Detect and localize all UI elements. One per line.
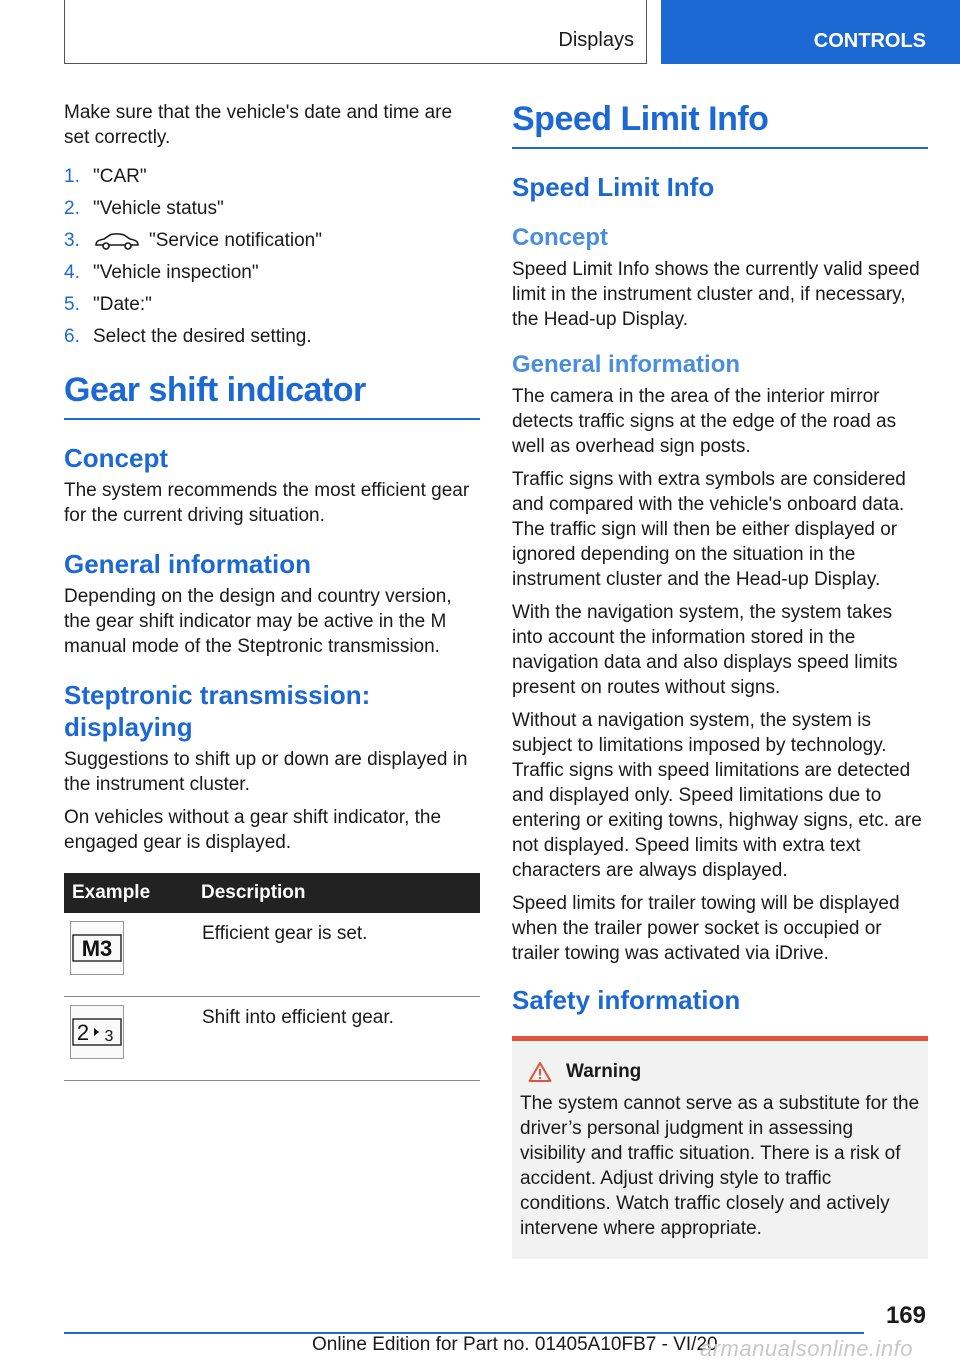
general-info-text: Depending on the design and country version, the gear shift indicator may be active in the M manual mode of the Steptronic transmission.: [64, 586, 452, 657]
list-item: 2. "Vehicle status": [64, 198, 224, 219]
warning-text: The system cannot serve as a substitute for the driver’s personal judgment in assessing visibility and traffic situation. There is a risk of accident. Adjust driving style to traffic conditions. Watch traffic closely and actively intervene where appropriate.: [520, 1093, 920, 1239]
intro-text: Make sure that the vehicle's date and time are set correctly.: [64, 102, 453, 148]
table-row: [64, 913, 480, 997]
svg-text:3: 3: [104, 1028, 114, 1045]
header-chapter-tab: [661, 0, 960, 64]
header-section-label: Displays: [558, 29, 634, 51]
concept-heading: Concept: [64, 443, 168, 473]
table-cell-description: Efficient gear is set.: [201, 913, 480, 997]
concept-text: The system recommends the most efficient gear for the current driving situation.: [64, 480, 470, 526]
general-info-heading: General information: [64, 549, 312, 579]
table-row: [64, 997, 480, 1081]
concept-text: Speed Limit Info shows the currently valid speed limit in the instrument cluster and, if necessary, the Head-up Display.: [512, 259, 920, 330]
list-item: 6. Select the desired setting.: [64, 326, 312, 347]
list-item: 5. "Date:": [64, 294, 152, 315]
footer-watermark: armanualsonline.info: [700, 1336, 914, 1361]
table-header-example: Example: [64, 873, 201, 913]
steptronic-text-2: On vehicles without a gear shift indicator, the engaged gear is displayed.: [64, 807, 442, 853]
steptronic-text-1: Suggestions to shift up or down are displayed in the instrument cluster.: [64, 749, 468, 795]
gear-example-table: [64, 873, 480, 1081]
car-icon: [93, 232, 141, 250]
header-chapter-label: CONTROLS: [813, 30, 926, 52]
general-info-paragraph: Without a navigation system, the system is subject to limitations imposed by technology. Traffic signs with speed limitations are detected and displayed only. Speed limitations due to entering or exiting towns, highway signs, etc. are not displayed. Speed limits with extra text characters are always displayed.: [512, 710, 922, 881]
table-header-description: Description: [201, 873, 480, 913]
table-cell-description: Shift into efficient gear.: [201, 997, 480, 1081]
shift-up-display-icon: [70, 1005, 124, 1059]
warning-triangle-icon: [528, 1061, 552, 1083]
warning-title: Warning: [528, 1061, 920, 1083]
general-info-paragraph: The camera in the area of the interior mirror detects traffic signs at the edge of the road as well as overhead sign posts.: [512, 386, 897, 457]
list-item: 4. "Vehicle inspection": [64, 262, 259, 283]
steptronic-heading: Steptronic transmission: displaying: [64, 680, 371, 742]
svg-text:2: 2: [76, 1020, 90, 1045]
footer-edition: Online Edition for Part no. 01405A10FB7 - VI/20: [312, 1334, 718, 1355]
general-info-paragraph: Speed limits for trailer towing will be displayed when the trailer power socket is occupied or trailer towing was activated via iDrive.: [512, 893, 900, 964]
m3-gear-display-icon: [70, 921, 124, 975]
general-info-paragraph: With the navigation system, the system takes into account the information stored in the navigation data and also displays speed limits present on routes without signs.: [512, 602, 898, 698]
warning-box: [512, 1036, 928, 1259]
table-header-row: [64, 873, 480, 913]
general-info-paragraph: Traffic signs with extra symbols are considered and compared with the vehicle's onboard data. The traffic sign will then be either displayed or ignored depending on the situation in the instrument cluster and the Head-up Display.: [512, 469, 906, 590]
page-number: 169: [885, 1302, 926, 1329]
concept-heading: Concept: [512, 224, 608, 251]
safety-info-heading: Safety information: [512, 985, 741, 1015]
svg-text:M3: M3: [81, 936, 113, 961]
general-info-heading: General information: [512, 351, 741, 378]
list-item: 3. "Service notification": [64, 230, 322, 251]
list-item: 1. "CAR": [64, 166, 147, 187]
left-column: [64, 100, 480, 1081]
gear-shift-title: Gear shift indicator: [64, 371, 480, 420]
speed-limit-title: Speed Limit Info: [512, 100, 928, 149]
steps-list: [64, 164, 480, 349]
speed-limit-subtitle: Speed Limit Info: [512, 172, 715, 202]
header-section-tab: [64, 0, 647, 64]
right-column: [512, 100, 928, 1259]
